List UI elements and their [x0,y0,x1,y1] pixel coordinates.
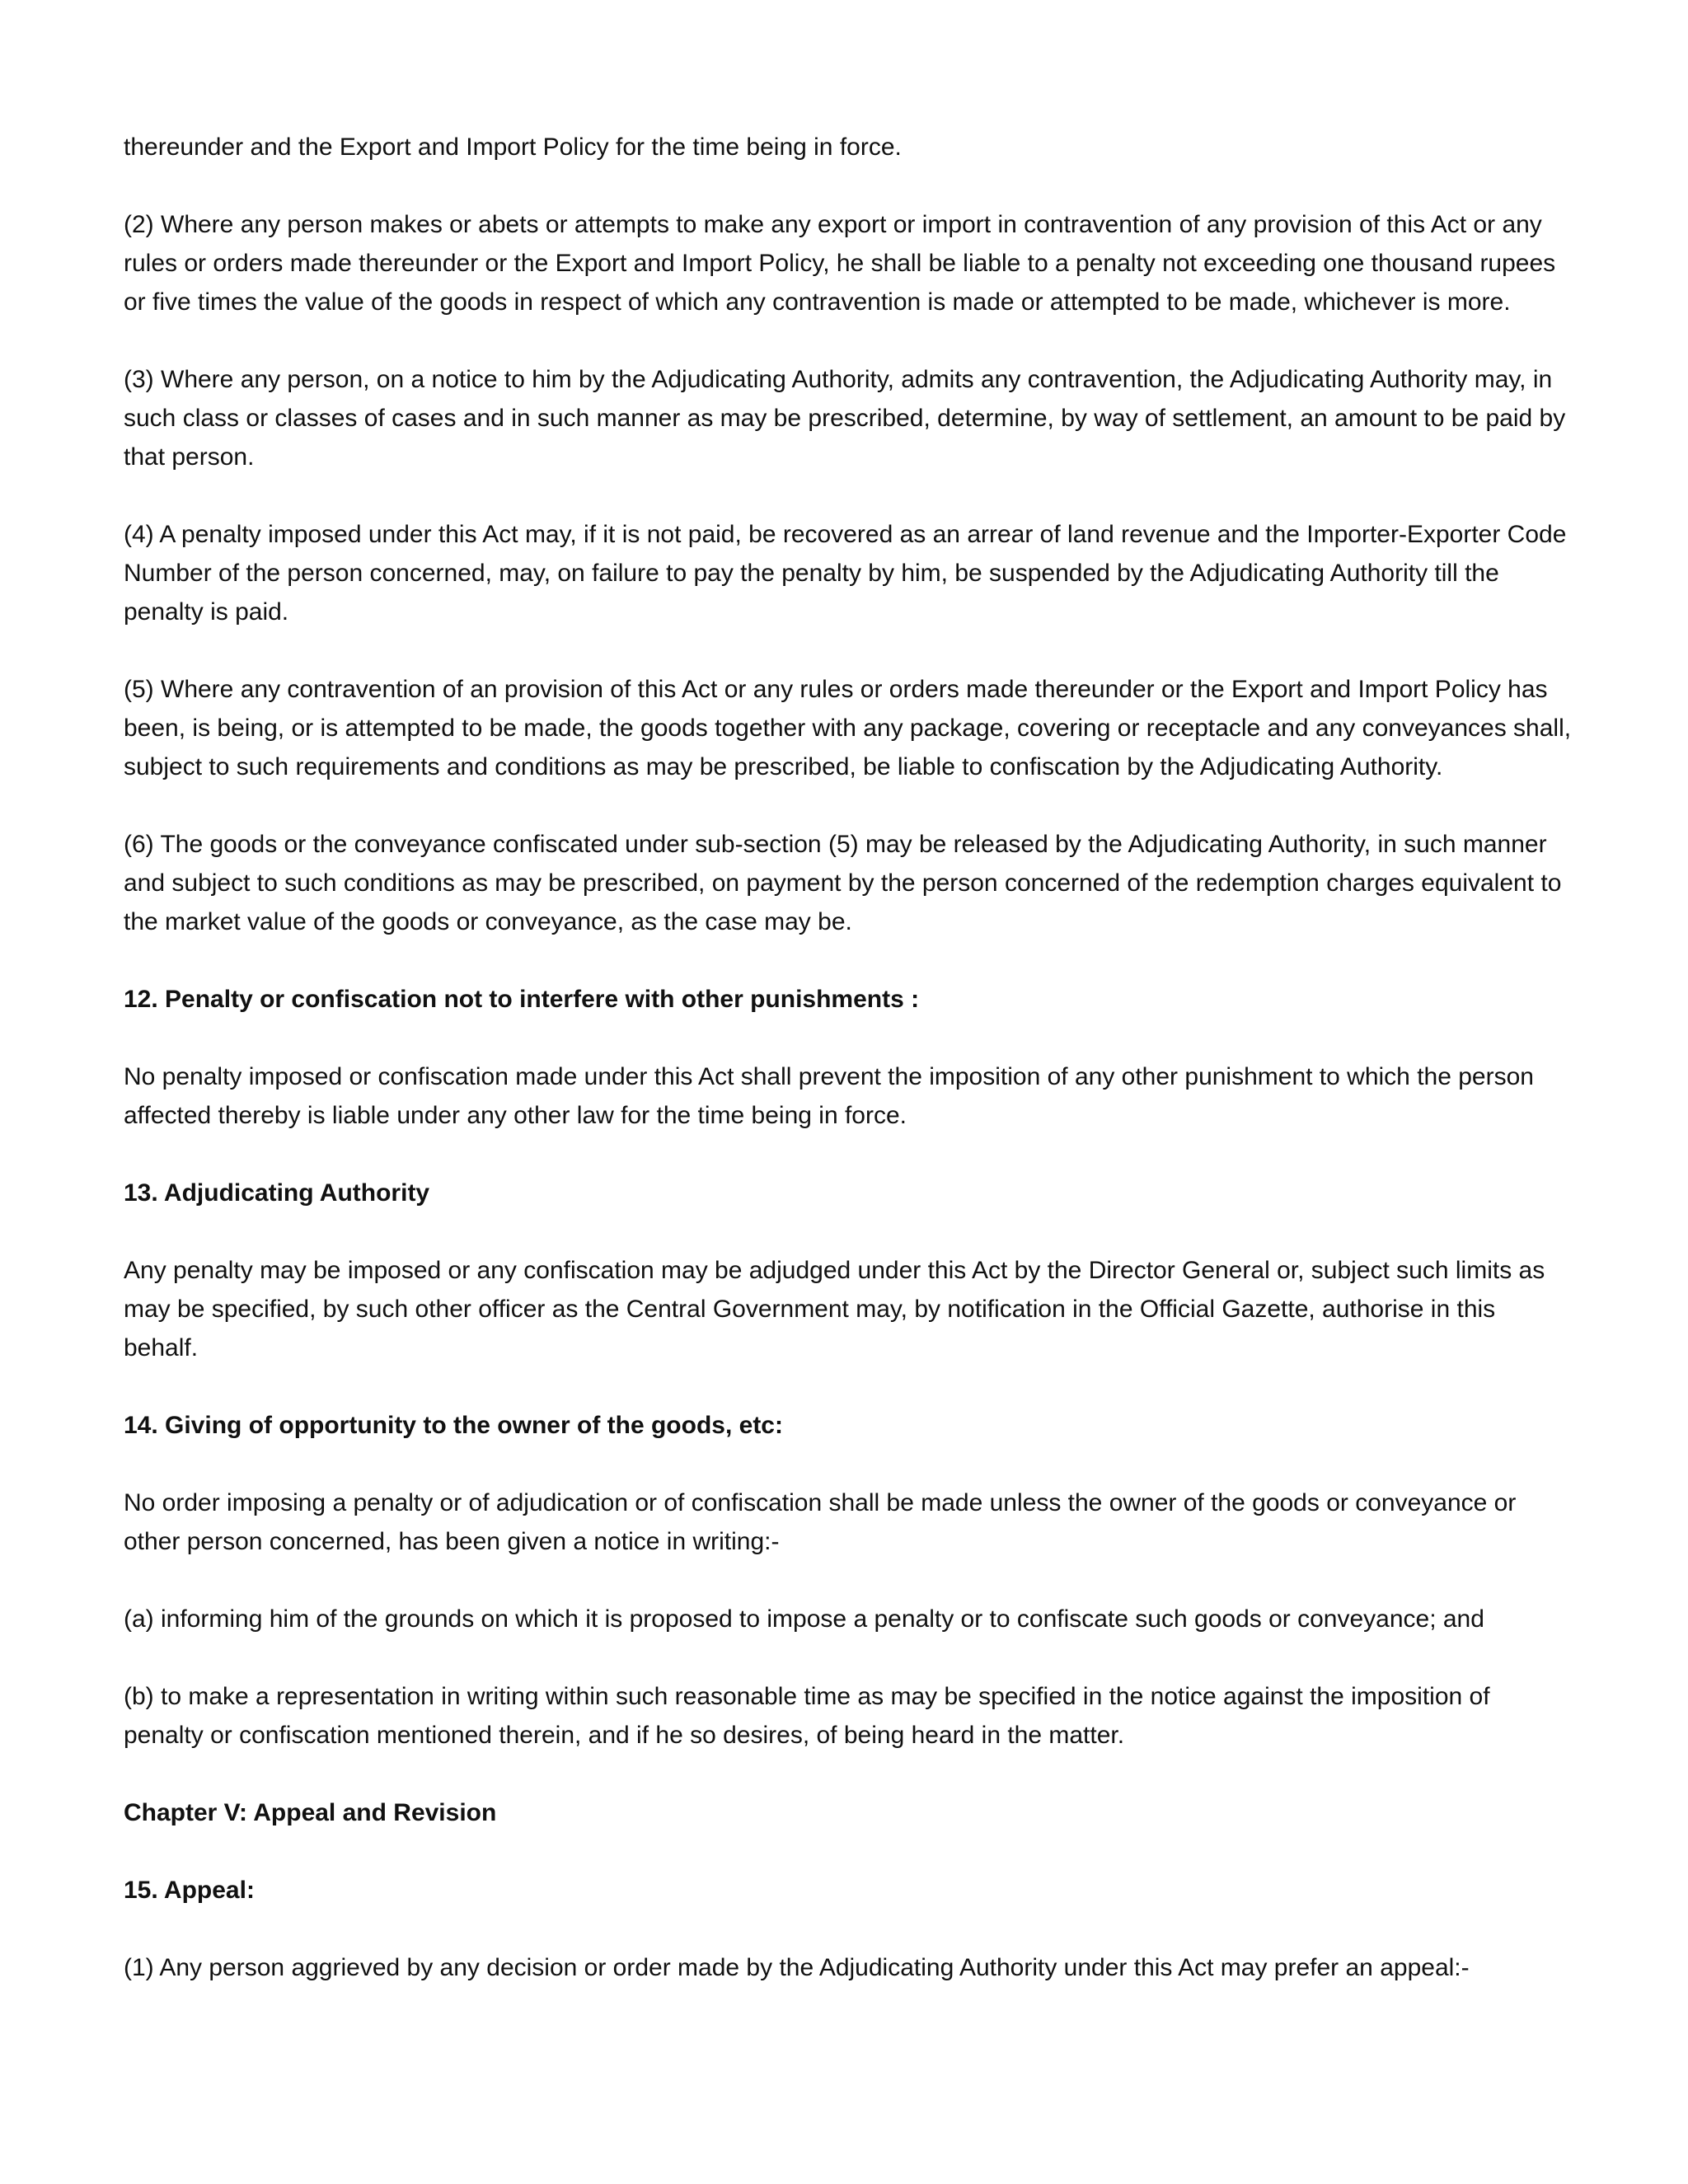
paragraph-section-14: No order imposing a penalty or of adjudication or of confiscation shall be made unless the owner of the goods or conveyance or other person concerned, has been given a notice in writing:- [124,1489,1517,1555]
section-heading-13: 13. Adjudicating Authority [124,1179,430,1207]
paragraph-continuation: thereunder and the Export and Import Policy for the time being in force. [124,134,902,161]
paragraph-sub-2: (2) Where any person makes or abets or attempts to make any export or import in contravention of any provision of this Act or any rules or orders made thereunder or the Export and Import Policy, he shall be liable to a penalty not exceeding one thousand rupees or five times the value of the goods in respect of which any contravention is made or attempted to be made, whichever is more. [124,211,1556,316]
section-heading-14: 14. Giving of opportunity to the owner of the goods, etc: [124,1412,783,1439]
section-heading-15: 15. Appeal: [124,1877,255,1904]
paragraph-sub-5: (5) Where any contravention of an provision of this Act or any rules or orders made thereunder or the Export and Import Policy has been, is being, or is attempted to be made, the goods together with any package, covering or receptacle and any conveyances shall, subject to such requirements and conditions as may be prescribed, be liable to confiscation by the Adjudicating Authority. [124,676,1572,780]
paragraph-section-15-sub-1: (1) Any person aggrieved by any decision or order made by the Adjudicating Authority under this Act may prefer an appeal:- [124,1954,1470,1981]
document-page [124,128,1574,1987]
chapter-heading-5: Chapter V: Appeal and Revision [124,1799,497,1826]
paragraph-clause-b: (b) to make a representation in writing within such reasonable time as may be specified in the notice against the imposition of penalty or confiscation mentioned therein, and if he so desires, of being heard in the matter. [124,1683,1490,1749]
paragraph-clause-a: (a) informing him of the grounds on which it is proposed to impose a penalty or to confiscate such goods or conveyance; and [124,1605,1484,1633]
paragraph-sub-4: (4) A penalty imposed under this Act may, if it is not paid, be recovered as an arrear of land revenue and the Importer-Exporter Code Number of the person concerned, may, on failure to pay the penalty by him, be suspended by the Adjudicating Authority till the penalty is paid. [124,521,1567,626]
paragraph-section-13: Any penalty may be imposed or any confiscation may be adjudged under this Act by the Director General or, subject such limits as may be specified, by such other officer as the Central Government may, by notification in the Official Gazette, authorise in this behalf. [124,1257,1545,1361]
section-heading-12: 12. Penalty or confiscation not to interfere with other punishments : [124,986,920,1013]
paragraph-sub-6: (6) The goods or the conveyance confiscated under sub-section (5) may be released by the Adjudicating Authority, in such manner and subject to such conditions as may be prescribed, on payment by the person concerned of the redemption charges equivalent to the market value of the goods or conveyance, as the case may be. [124,831,1562,935]
paragraph-sub-3: (3) Where any person, on a notice to him by the Adjudicating Authority, admits any contravention, the Adjudicating Authority may, in such class or classes of cases and in such manner as may be prescribed, determine, by way of settlement, an amount to be paid by that person. [124,366,1566,471]
paragraph-section-12: No penalty imposed or confiscation made under this Act shall prevent the imposition of any other punishment to which the person affected thereby is liable under any other law for the time being in force. [124,1063,1534,1129]
